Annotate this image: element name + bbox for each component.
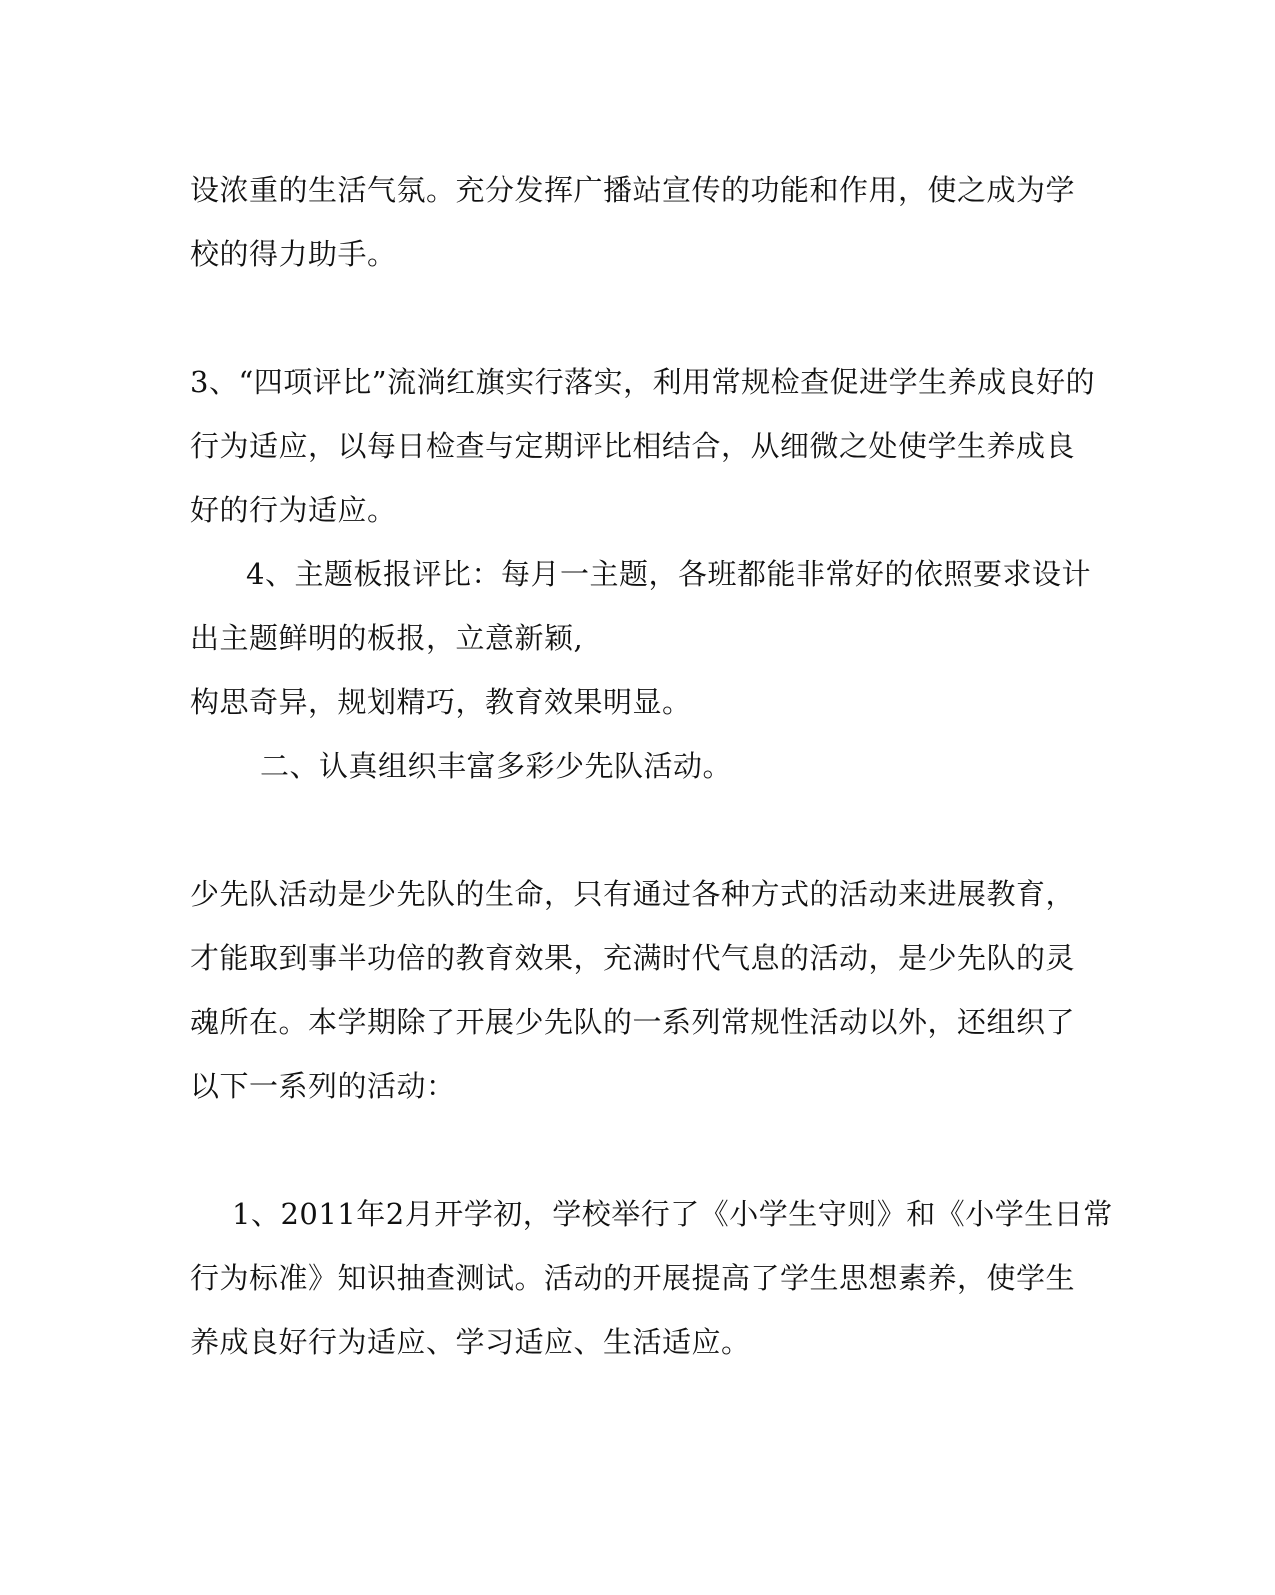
paragraph-line: 校的得力助手。 bbox=[190, 237, 397, 271]
paragraph-line: 行为标准》知识抽查测试。活动的开展提高了学生思想素养，使学生 bbox=[190, 1261, 1076, 1295]
paragraph-line: 设浓重的生活气氛。充分发挥广播站宣传的功能和作用，使之成为学 bbox=[190, 173, 1076, 207]
paragraph-line: 行为适应，以每日检查与定期评比相结合，从细微之处使学生养成良 bbox=[190, 429, 1076, 463]
paragraph-line: 少先队活动是少先队的生命，只有通过各种方式的活动来进展教育， bbox=[190, 877, 1076, 911]
section-heading: 二、认真组织丰富多彩少先队活动。 bbox=[260, 749, 733, 783]
paragraph-line: 才能取到事半功倍的教育效果，充满时代气息的活动，是少先队的灵 bbox=[190, 941, 1076, 975]
paragraph-line: 构思奇异，规划精巧，教育效果明显。 bbox=[190, 685, 692, 719]
paragraph-line: 以下一系列的活动： bbox=[190, 1069, 456, 1103]
paragraph-line: 出主题鲜明的板报，立意新颖, bbox=[190, 621, 584, 655]
paragraph-line: 1、2011年2月开学初，学校举行了《小学生守则》和《小学生日常 bbox=[232, 1197, 1113, 1231]
paragraph-line: 好的行为适应。 bbox=[190, 493, 397, 527]
paragraph-line: 3、“四项评比”流淌红旗实行落实，利用常规检查促进学生养成良好的 bbox=[190, 365, 1096, 399]
paragraph-line: 养成良好行为适应、学习适应、生活适应。 bbox=[190, 1325, 751, 1359]
paragraph-line: 魂所在。本学期除了开展少先队的一系列常规性活动以外，还组织了 bbox=[190, 1005, 1076, 1039]
paragraph-line: 4、主题板报评比：每月一主题，各班都能非常好的依照要求设计 bbox=[246, 557, 1091, 591]
